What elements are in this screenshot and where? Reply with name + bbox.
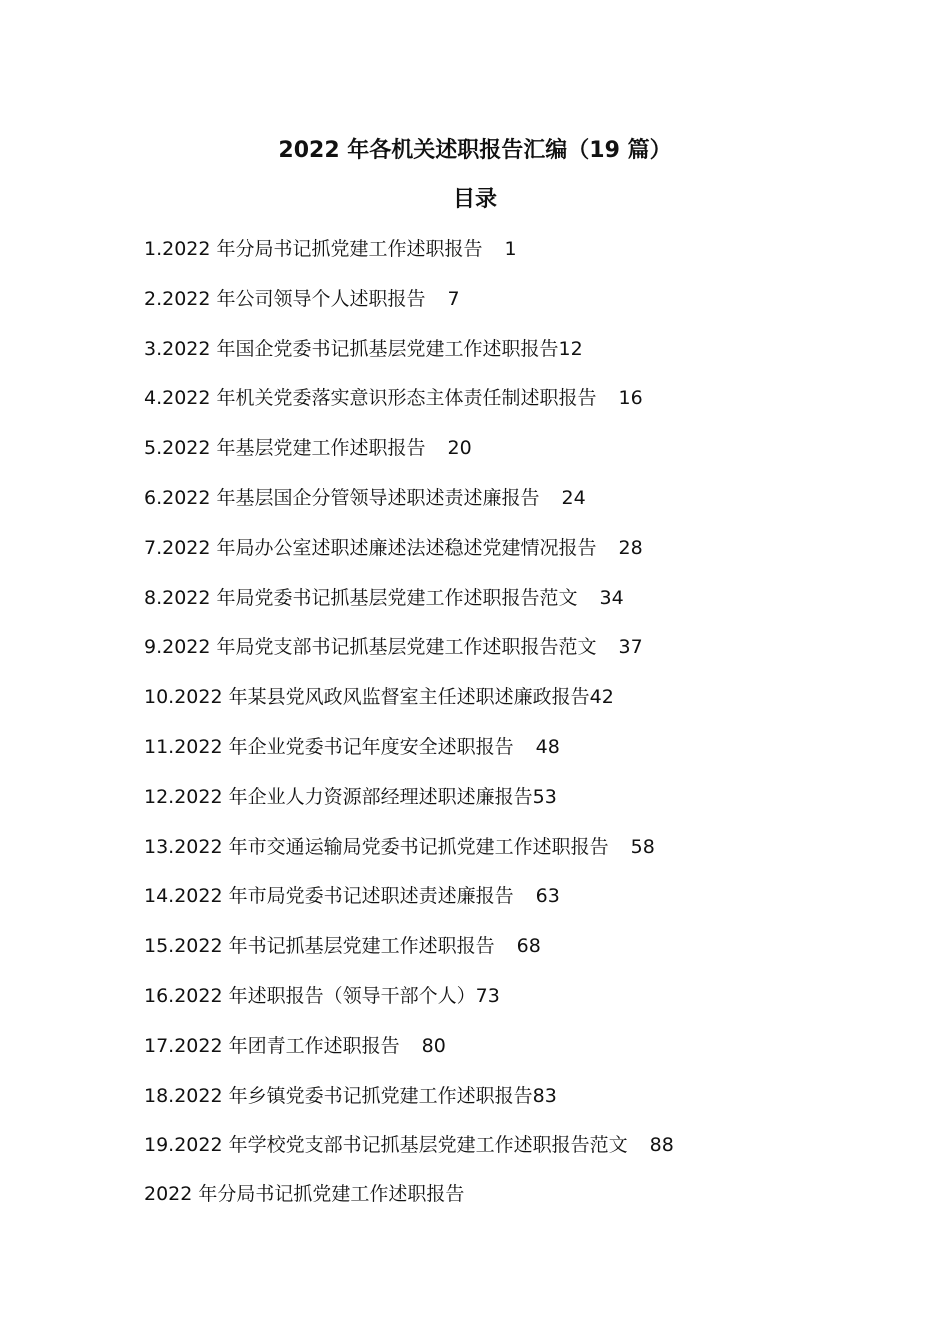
toc-item-page: 34 xyxy=(599,586,624,609)
table-of-contents xyxy=(144,231,844,1177)
toc-item-text: 15.2022 年书记抓基层党建工作述职报告 xyxy=(144,935,495,958)
toc-item-page: 24 xyxy=(561,486,586,509)
toc-item-text: 5.2022 年基层党建工作述职报告 xyxy=(144,437,426,460)
toc-item-page: 88 xyxy=(649,1134,674,1157)
toc-item-text: 10.2022 年某县党风政风监督室主任述职述廉政报告 xyxy=(144,686,590,709)
toc-item[interactable] xyxy=(144,679,844,729)
toc-item-page: 63 xyxy=(535,885,560,908)
toc-item-page: 48 xyxy=(535,735,560,758)
toc-item-text: 18.2022 年乡镇党委书记抓党建工作述职报告 xyxy=(144,1084,533,1107)
toc-item-page: 7 xyxy=(447,287,460,310)
toc-item-page: 58 xyxy=(630,835,655,858)
toc-item[interactable] xyxy=(144,1127,844,1177)
toc-item-text: 3.2022 年国企党委书记抓基层党建工作述职报告 xyxy=(144,337,559,360)
toc-item-text: 11.2022 年企业党委书记年度安全述职报告 xyxy=(144,735,514,758)
toc-item[interactable] xyxy=(144,281,844,331)
toc-item-text: 2.2022 年公司领导个人述职报告 xyxy=(144,287,426,310)
toc-item-page: 12 xyxy=(558,337,583,360)
toc-item-page: 53 xyxy=(532,785,557,808)
toc-item[interactable] xyxy=(144,580,844,630)
toc-item-text: 19.2022 年学校党支部书记抓基层党建工作述职报告范文 xyxy=(144,1134,628,1157)
toc-item[interactable] xyxy=(144,629,844,679)
toc-item[interactable] xyxy=(144,779,844,829)
section-heading: 2022 年分局书记抓党建工作述职报告 xyxy=(144,1183,465,1205)
toc-item[interactable] xyxy=(144,978,844,1028)
toc-item-text: 12.2022 年企业人力资源部经理述职述廉报告 xyxy=(144,785,533,808)
toc-item-text: 16.2022 年述职报告（领导干部个人） xyxy=(144,984,476,1007)
toc-item-page: 73 xyxy=(475,984,500,1007)
toc-item-text: 7.2022 年局办公室述职述廉述法述稳述党建情况报告 xyxy=(144,536,597,559)
toc-item-page: 1 xyxy=(504,238,517,260)
toc-item-page: 37 xyxy=(618,636,643,659)
toc-item-text: 1.2022 年分局书记抓党建工作述职报告 xyxy=(144,238,483,260)
toc-item-text: 6.2022 年基层国企分管领导述职述责述廉报告 xyxy=(144,486,540,509)
toc-item-text: 9.2022 年局党支部书记抓基层党建工作述职报告范文 xyxy=(144,636,597,659)
toc-item-text: 4.2022 年机关党委落实意识形态主体责任制述职报告 xyxy=(144,387,597,410)
toc-item[interactable] xyxy=(144,729,844,779)
toc-item[interactable] xyxy=(144,380,844,430)
toc-item-page: 20 xyxy=(447,437,472,460)
toc-item[interactable] xyxy=(144,928,844,978)
document-title: 2022 年各机关述职报告汇编（19 篇） xyxy=(278,138,672,163)
toc-item[interactable] xyxy=(144,1028,844,1078)
toc-item[interactable] xyxy=(144,231,844,281)
toc-item-page: 16 xyxy=(618,387,643,410)
toc-heading: 目录 xyxy=(452,187,497,212)
toc-item[interactable] xyxy=(144,829,844,879)
toc-item[interactable] xyxy=(144,430,844,480)
toc-item-text: 8.2022 年局党委书记抓基层党建工作述职报告范文 xyxy=(144,586,578,609)
toc-item-text: 14.2022 年市局党委书记述职述责述廉报告 xyxy=(144,885,514,908)
toc-item-page: 80 xyxy=(421,1034,446,1057)
toc-item-page: 68 xyxy=(516,935,541,958)
toc-item[interactable] xyxy=(144,530,844,580)
toc-item[interactable] xyxy=(144,331,844,381)
toc-item[interactable] xyxy=(144,878,844,928)
toc-item-text: 17.2022 年团青工作述职报告 xyxy=(144,1034,400,1057)
toc-item[interactable] xyxy=(144,1078,844,1128)
toc-item-page: 28 xyxy=(618,536,643,559)
toc-item-text: 13.2022 年市交通运输局党委书记抓党建工作述职报告 xyxy=(144,835,609,858)
toc-item-page: 42 xyxy=(589,686,614,709)
toc-item[interactable] xyxy=(144,480,844,530)
toc-item-page: 83 xyxy=(532,1084,557,1107)
